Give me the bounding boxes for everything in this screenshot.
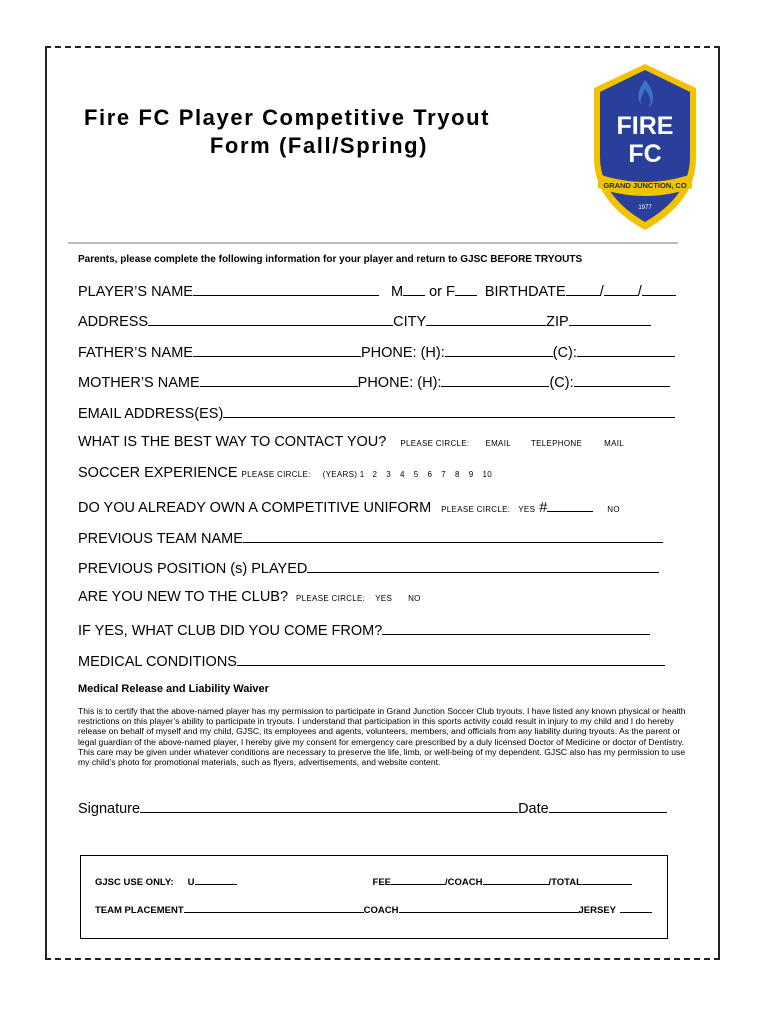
office-coach-fee-field[interactable] xyxy=(483,874,549,885)
experience-years-1[interactable]: (YEARS) 1 xyxy=(322,470,365,479)
experience-year-option[interactable]: 7 xyxy=(441,470,446,479)
father-row xyxy=(78,342,675,361)
uniform-please-circle: PLEASE CIRCLE: xyxy=(441,505,511,514)
form-title xyxy=(84,104,554,160)
experience-please-circle: PLEASE CIRCLE: xyxy=(241,470,311,479)
form-title-line1: Fire FC Player Competitive Tryout xyxy=(84,105,491,130)
zip-field[interactable] xyxy=(569,311,651,326)
medical-conditions-label: MEDICAL CONDITIONS xyxy=(78,654,237,670)
experience-year-option[interactable]: 10 xyxy=(482,470,492,479)
office-fee-field[interactable] xyxy=(391,874,445,885)
player-name-field[interactable] xyxy=(193,281,379,296)
gender-f-label: or F xyxy=(429,284,455,300)
contact-row xyxy=(78,434,624,450)
new-to-club-option-no[interactable]: NO xyxy=(408,594,421,603)
mother-phone-h-label: PHONE: (H): xyxy=(357,375,442,391)
uniform-hash-label: # xyxy=(539,500,548,516)
uniform-row xyxy=(78,497,620,516)
office-team-placement-field[interactable] xyxy=(184,902,364,913)
office-use-box xyxy=(80,855,668,939)
header-divider xyxy=(68,242,678,244)
mother-phone-c-field[interactable] xyxy=(574,372,670,387)
father-name-field[interactable] xyxy=(193,342,361,357)
office-use-only-label: GJSC USE ONLY: xyxy=(95,877,174,888)
experience-year-option[interactable]: 2 xyxy=(372,470,378,479)
experience-year-option[interactable]: 6 xyxy=(427,470,433,479)
previous-club-field[interactable] xyxy=(382,620,650,635)
father-name-label: FATHER’S NAME xyxy=(78,345,193,361)
previous-position-label: PREVIOUS POSITION (s) PLAYED xyxy=(78,561,308,577)
new-to-club-option-yes[interactable]: YES xyxy=(375,594,393,603)
office-team-placement-label: TEAM PLACEMENT xyxy=(95,905,184,916)
uniform-option-yes[interactable]: YES xyxy=(518,505,536,514)
zip-label: ZIP xyxy=(546,314,569,330)
uniform-option-no[interactable]: NO xyxy=(607,505,620,514)
waiver-body: This is to certify that the above-named player has my permission to participate in Grand Junction Soccer Club tryouts. I have listed any known physical or health restrictions on this player’s ability to participate in tryouts. I understand that participation in this sports activity could result in injury to my child and I do hereby release on behalf of myself and my child, GJSC, its employees and agents, volunteers, members, and officials from any liability during tryouts. As the parent or legal guardian of the above-named player, I hereby give my consent for emergency care prescribed by a duly licensed Doctor of Medicine or doctor of Dentistry. This care may be given under whatever conditions are necessary to preserve the life, limb, or well-being of my dependent. GJSC also has my permission to use my child’s photo for promotional materials, such as flyers, advertisements, and website content. xyxy=(78,706,686,768)
date-field[interactable] xyxy=(549,798,667,813)
office-total-field[interactable] xyxy=(582,874,632,885)
gender-m-field[interactable] xyxy=(403,281,425,296)
new-to-club-please-circle: PLEASE CIRCLE: xyxy=(296,594,366,603)
birthdate-label: BIRTHDATE xyxy=(484,284,566,300)
father-phone-c-label: (C): xyxy=(552,345,577,361)
birthdate-slash-2: / xyxy=(637,284,642,300)
logo-year-text: 1977 xyxy=(638,205,652,211)
gender-m-label: M xyxy=(390,284,404,300)
city-field[interactable] xyxy=(426,311,546,326)
address-row xyxy=(78,311,651,330)
office-coach-field[interactable] xyxy=(399,902,579,913)
previous-club-row xyxy=(78,620,650,639)
office-fee-label: FEE xyxy=(372,877,392,888)
contact-option-telephone[interactable]: TELEPHONE xyxy=(530,439,583,448)
previous-team-field[interactable] xyxy=(243,528,663,543)
experience-year-option[interactable]: 4 xyxy=(400,470,405,479)
mother-row xyxy=(78,372,670,391)
mother-name-field[interactable] xyxy=(200,372,358,387)
office-row-1 xyxy=(95,874,632,888)
new-to-club-row xyxy=(78,589,421,605)
address-field[interactable] xyxy=(148,311,393,326)
contact-option-mail[interactable]: MAIL xyxy=(604,439,625,448)
previous-club-label: IF YES, WHAT CLUB DID YOU COME FROM? xyxy=(78,623,383,639)
office-u-field[interactable] xyxy=(195,874,237,885)
experience-year-option[interactable]: 8 xyxy=(455,470,460,479)
email-field[interactable] xyxy=(223,403,675,418)
medical-conditions-field[interactable] xyxy=(237,651,665,666)
logo-ribbon-text: GRAND JUNCTION, CO xyxy=(603,181,687,190)
signature-field[interactable] xyxy=(140,798,518,813)
office-u-label: U xyxy=(187,877,195,888)
birthdate-day-field[interactable] xyxy=(604,281,638,296)
birthdate-year-field[interactable] xyxy=(642,281,676,296)
player-name-row xyxy=(78,281,676,300)
office-jersey-field[interactable] xyxy=(620,902,652,913)
previous-position-row xyxy=(78,558,659,577)
date-label: Date xyxy=(518,801,549,817)
mother-phone-c-label: (C): xyxy=(549,375,574,391)
previous-team-row xyxy=(78,528,663,547)
office-coach-label: COACH xyxy=(363,905,399,916)
birthdate-month-field[interactable] xyxy=(566,281,600,296)
previous-team-label: PREVIOUS TEAM NAME xyxy=(78,531,243,547)
signature-row xyxy=(78,798,667,817)
office-row-2 xyxy=(95,902,652,916)
player-name-label: PLAYER’S NAME xyxy=(78,284,193,300)
address-label: ADDRESS xyxy=(78,314,149,330)
signature-label: Signature xyxy=(78,801,141,817)
experience-year-option[interactable]: 9 xyxy=(468,470,474,479)
office-jersey-label: JERSEY xyxy=(578,905,617,916)
new-to-club-question: ARE YOU NEW TO THE CLUB? xyxy=(78,589,289,605)
uniform-number-field[interactable] xyxy=(547,497,593,512)
contact-please-circle: PLEASE CIRCLE: xyxy=(400,439,470,448)
form-title-line2: Form (Fall/Spring) xyxy=(209,133,429,158)
birthdate-slash-1: / xyxy=(599,284,604,300)
medical-row xyxy=(78,651,665,670)
mother-phone-h-field[interactable] xyxy=(441,372,549,387)
uniform-question: DO YOU ALREADY OWN A COMPETITIVE UNIFORM xyxy=(78,500,432,516)
email-label: EMAIL ADDRESS(ES) xyxy=(78,406,224,422)
city-label: CITY xyxy=(393,314,427,330)
experience-label: SOCCER EXPERIENCE xyxy=(78,465,238,481)
father-phone-c-field[interactable] xyxy=(577,342,675,357)
logo-fire-text: FIRE xyxy=(616,112,674,140)
mother-name-label: MOTHER’S NAME xyxy=(78,375,200,391)
fire-fc-logo xyxy=(592,62,698,232)
office-total-slash-label: /TOTAL xyxy=(548,877,582,888)
intro-text: Parents, please complete the following information for your player and return to GJSC BEFORE TRYOUTS xyxy=(78,254,583,265)
father-phone-h-label: PHONE: (H): xyxy=(360,345,445,361)
waiver-title: Medical Release and Liability Waiver xyxy=(78,683,269,695)
contact-question: WHAT IS THE BEST WAY TO CONTACT YOU? xyxy=(78,434,387,450)
experience-year-option[interactable]: 5 xyxy=(413,470,419,479)
father-phone-h-field[interactable] xyxy=(445,342,553,357)
experience-row xyxy=(78,465,492,481)
gender-f-field[interactable] xyxy=(455,281,477,296)
office-coach-slash-label: /COACH xyxy=(445,877,483,888)
previous-position-field[interactable] xyxy=(307,558,659,573)
experience-year-option[interactable]: 3 xyxy=(386,470,391,479)
email-row xyxy=(78,403,675,422)
contact-option-email[interactable]: EMAIL xyxy=(485,439,511,448)
logo-fc-text: FC xyxy=(628,140,662,168)
